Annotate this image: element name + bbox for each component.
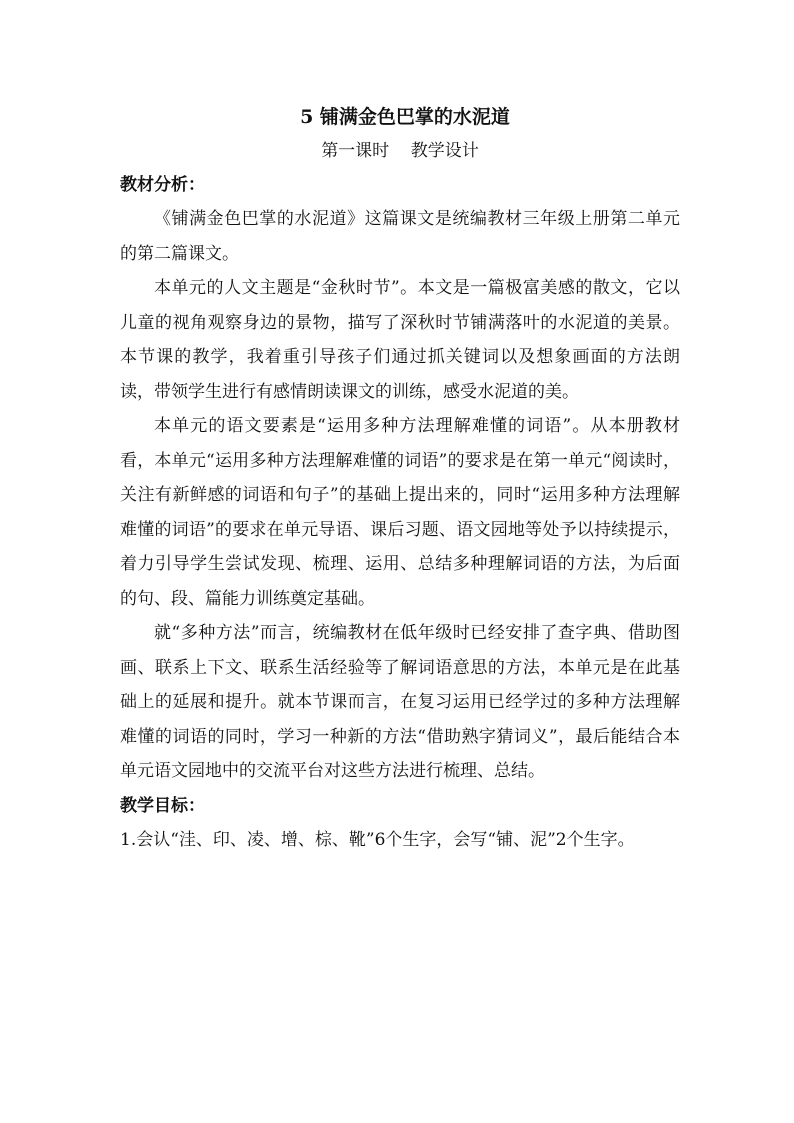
analysis-paragraph-2: 本单元的人文主题是“金秋时节”。本文是一篇极富美感的散文，它以儿童的视角观察身边的景物，描写了深秋时节铺满落叶的水泥道的美景。本节课的教学，我着重引导孩子们通过抓关键词以及想象画面的方法朗读，带领学生进行有感情朗读课文的训练，感受水泥道的美。 [120,278,680,402]
section-heading-analysis: 教材分析： [120,175,205,195]
analysis-paragraph-4: 就“多种方法”而言，统编教材在低年级时已经安排了查字典、借助图画、联系上下文、联系生活经验等了解词语意思的方法，本单元是在此基础上的延展和提升。就本节课而言，在复习运用已经学过的多种方法理解难懂的词语的同时，学习一种新的方法“借助熟字猜词义”，最后能结合本单元语文园地中的交流平台对这些方法进行梳理、总结。 [120,623,680,781]
document-title: 5 铺满金色巴掌的水泥道 [300,106,510,128]
analysis-paragraph-3: 本单元的语文要素是“运用多种方法理解难懂的词语”。从本册教材看，本单元“运用多种方法理解难懂的词语”的要求是在第一单元“阅读时，关注有新鲜感的词语和句子”的基础上提出来的，同时“运用多种方法理解难懂的词语”的要求在单元导语、课后习题、语文园地等处予以持续提示，着力引导学生尝试发现、梳理、运用、总结多种理解词语的方法，为后面的句、段、篇能力训练奠定基础。 [120,416,680,609]
section-heading-goals: 教学目标： [120,795,205,816]
goal-item-1: 1.会认“洼、印、凌、增、棕、靴”6个生字，会写“铺、泥”2个生字。 [120,829,635,850]
document-body [120,100,680,857]
analysis-paragraph-1: 《铺满金色巴掌的水泥道》这篇课文是统编教材三年级上册第二单元的第二篇课文。 [120,209,680,264]
document-subtitle: 第一课时 教学设计 [321,141,479,161]
